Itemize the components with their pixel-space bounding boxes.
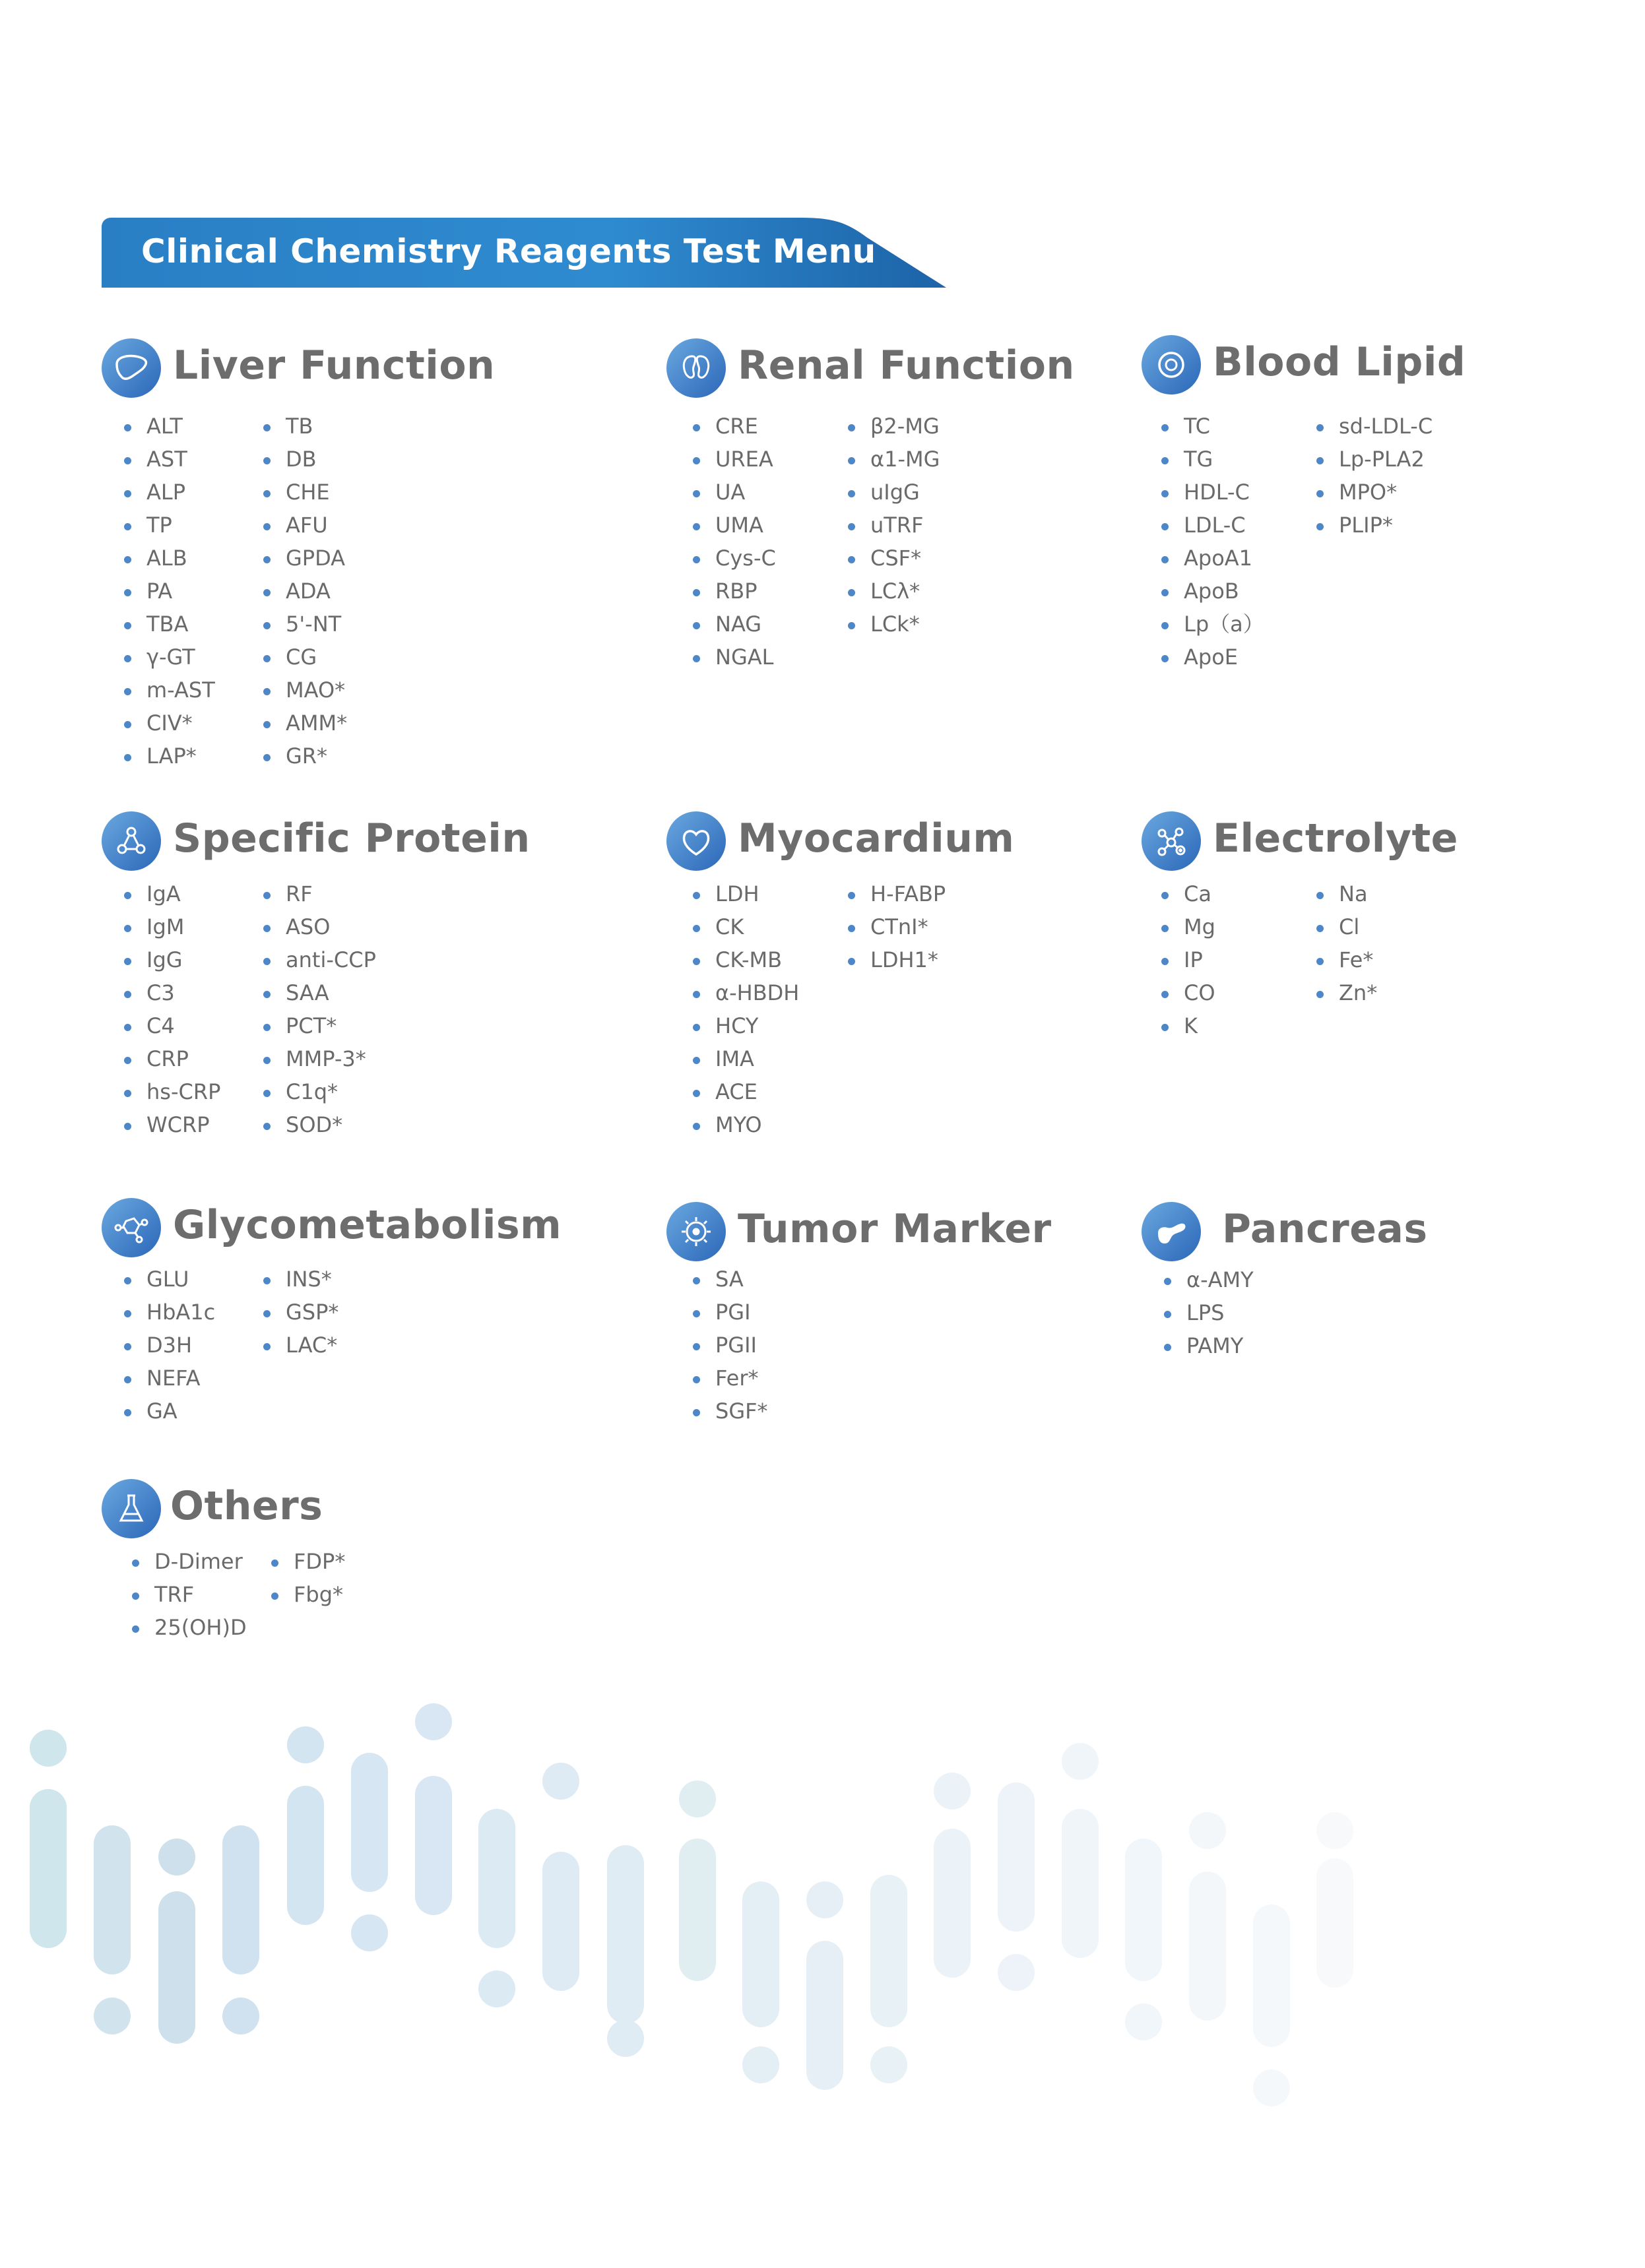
test-item: DB [263, 443, 347, 476]
test-item: IP [1161, 943, 1215, 976]
test-item: D-Dimer [132, 1545, 247, 1578]
test-item: WCRP [124, 1108, 220, 1141]
test-item: PGI [693, 1296, 768, 1329]
flask-icon [102, 1479, 161, 1538]
section-title: Electrolyte [1213, 815, 1458, 862]
test-list-col1 [132, 1545, 247, 1644]
test-item: GR* [263, 740, 347, 772]
test-item: C3 [124, 976, 220, 1009]
blood-cell-icon [1142, 335, 1201, 394]
test-item: anti-CCP [263, 943, 376, 976]
test-item: Lp-PLA2 [1316, 443, 1433, 476]
test-item: TRF [132, 1578, 247, 1611]
test-item: LDL-C [1161, 509, 1264, 542]
test-item: ACE [693, 1075, 799, 1108]
test-item: HbA1c [124, 1296, 215, 1329]
test-item: α-AMY [1164, 1263, 1254, 1296]
test-item: INS* [263, 1263, 339, 1296]
test-item: Fer* [693, 1362, 768, 1395]
test-list-col1 [1161, 410, 1264, 674]
test-item: IgM [124, 910, 220, 943]
test-item: uTRF [848, 509, 940, 542]
test-item: HCY [693, 1009, 799, 1042]
test-item: CRP [124, 1042, 220, 1075]
test-item: TC [1161, 410, 1264, 443]
test-item: Cl [1316, 910, 1377, 943]
test-item: MPO* [1316, 476, 1433, 509]
tumor-cell-icon [666, 1202, 726, 1261]
test-item: LAC* [263, 1329, 339, 1362]
test-item: Lp（a） [1161, 608, 1264, 641]
test-item: D3H [124, 1329, 215, 1362]
test-item: CO [1161, 976, 1215, 1009]
liver-icon [102, 338, 161, 398]
decorative-pattern [0, 1695, 1386, 2124]
test-item: IgG [124, 943, 220, 976]
test-item: PA [124, 575, 215, 608]
test-item: Fbg* [271, 1578, 345, 1611]
test-item: α-HBDH [693, 976, 799, 1009]
test-item: GLU [124, 1263, 215, 1296]
test-item: 25(OH)D [132, 1611, 247, 1644]
test-item: IMA [693, 1042, 799, 1075]
test-item: SAA [263, 976, 376, 1009]
test-item: TBA [124, 608, 215, 641]
test-item: GPDA [263, 542, 347, 575]
test-item: LDH [693, 877, 799, 910]
test-item: UA [693, 476, 776, 509]
test-item: MAO* [263, 674, 347, 707]
test-item: ALT [124, 410, 215, 443]
section-title: Pancreas [1222, 1206, 1428, 1252]
test-item: RF [263, 877, 376, 910]
test-item: K [1161, 1009, 1215, 1042]
section-title: Blood Lipid [1213, 339, 1466, 385]
test-list-col2 [848, 410, 940, 641]
test-item: CIV* [124, 707, 215, 740]
test-item: TG [1161, 443, 1264, 476]
test-item: PCT* [263, 1009, 376, 1042]
test-item: C4 [124, 1009, 220, 1042]
test-item: CG [263, 641, 347, 674]
test-item: hs-CRP [124, 1075, 220, 1108]
section-title: Renal Function [738, 342, 1075, 389]
test-item: Zn* [1316, 976, 1377, 1009]
test-item: HDL-C [1161, 476, 1264, 509]
test-item: Cys-C [693, 542, 776, 575]
test-item: NEFA [124, 1362, 215, 1395]
test-item: ApoA1 [1161, 542, 1264, 575]
test-item: MMP-3* [263, 1042, 376, 1075]
test-list-col2 [263, 410, 347, 772]
section-title: Others [170, 1483, 323, 1529]
test-item: LDH1* [848, 943, 946, 976]
test-list-col1 [693, 410, 776, 674]
test-item: CSF* [848, 542, 940, 575]
test-item: γ-GT [124, 641, 215, 674]
test-item: IgA [124, 877, 220, 910]
test-item: AFU [263, 509, 347, 542]
test-item: Fe* [1316, 943, 1377, 976]
test-item: PLIP* [1316, 509, 1433, 542]
test-item: RBP [693, 575, 776, 608]
test-item: LAP* [124, 740, 215, 772]
test-item: sd-LDL-C [1316, 410, 1433, 443]
test-item: UMA [693, 509, 776, 542]
section-title: Myocardium [738, 815, 1015, 862]
test-item: m-AST [124, 674, 215, 707]
title-banner [102, 218, 946, 288]
test-item: C1q* [263, 1075, 376, 1108]
test-item: ApoB [1161, 575, 1264, 608]
test-item: ALB [124, 542, 215, 575]
test-item: LPS [1164, 1296, 1254, 1329]
test-item: ADA [263, 575, 347, 608]
test-item: GSP* [263, 1296, 339, 1329]
test-item: PGII [693, 1329, 768, 1362]
test-item: Ca [1161, 877, 1215, 910]
test-list-col1 [693, 877, 799, 1141]
test-item: CRE [693, 410, 776, 443]
test-item: 5'-NT [263, 608, 347, 641]
test-item: GA [124, 1395, 215, 1428]
test-item: CHE [263, 476, 347, 509]
section-title: Liver Function [173, 342, 496, 389]
test-list-col1 [124, 410, 215, 772]
test-item: SGF* [693, 1395, 768, 1428]
test-item: SOD* [263, 1108, 376, 1141]
pancreas-icon [1142, 1202, 1201, 1261]
test-item: AMM* [263, 707, 347, 740]
test-list-col1 [1164, 1263, 1254, 1362]
test-item: LCk* [848, 608, 940, 641]
test-item: LCλ* [848, 575, 940, 608]
test-item: TB [263, 410, 347, 443]
test-list-col1 [124, 877, 220, 1141]
test-item: H-FABP [848, 877, 946, 910]
test-item: ALP [124, 476, 215, 509]
section-title: Specific Protein [173, 815, 531, 862]
glucose-molecule-icon [102, 1198, 161, 1257]
banner-title: Clinical Chemistry Reagents Test Menu [141, 232, 876, 270]
test-item: CK-MB [693, 943, 799, 976]
test-item: Na [1316, 877, 1377, 910]
test-item: AST [124, 443, 215, 476]
test-item: NGAL [693, 641, 776, 674]
test-item: NAG [693, 608, 776, 641]
test-item: ApoE [1161, 641, 1264, 674]
test-item: UREA [693, 443, 776, 476]
test-item: SA [693, 1263, 768, 1296]
test-list-col1 [693, 1263, 768, 1428]
test-item: PAMY [1164, 1329, 1254, 1362]
molecule-icon [102, 811, 161, 871]
test-item: α1-MG [848, 443, 940, 476]
test-list-col1 [124, 1263, 215, 1428]
test-list-col2 [263, 1263, 339, 1362]
test-list-col2 [263, 877, 376, 1141]
test-item: uIgG [848, 476, 940, 509]
test-list-col1 [1161, 877, 1215, 1042]
section-title: Tumor Marker [738, 1206, 1052, 1252]
heart-icon [666, 811, 726, 871]
electrolyte-icon [1142, 811, 1201, 871]
kidney-icon [666, 338, 726, 398]
test-item: β2-MG [848, 410, 940, 443]
test-item: CK [693, 910, 799, 943]
test-list-col2 [1316, 877, 1377, 1009]
test-item: MYO [693, 1108, 799, 1141]
test-item: ASO [263, 910, 376, 943]
section-title: Glycometabolism [173, 1202, 562, 1248]
test-list-col2 [271, 1545, 345, 1611]
test-list-col2 [1316, 410, 1433, 542]
test-item: CTnI* [848, 910, 946, 943]
test-item: TP [124, 509, 215, 542]
test-item: FDP* [271, 1545, 345, 1578]
test-item: Mg [1161, 910, 1215, 943]
test-list-col2 [848, 877, 946, 976]
